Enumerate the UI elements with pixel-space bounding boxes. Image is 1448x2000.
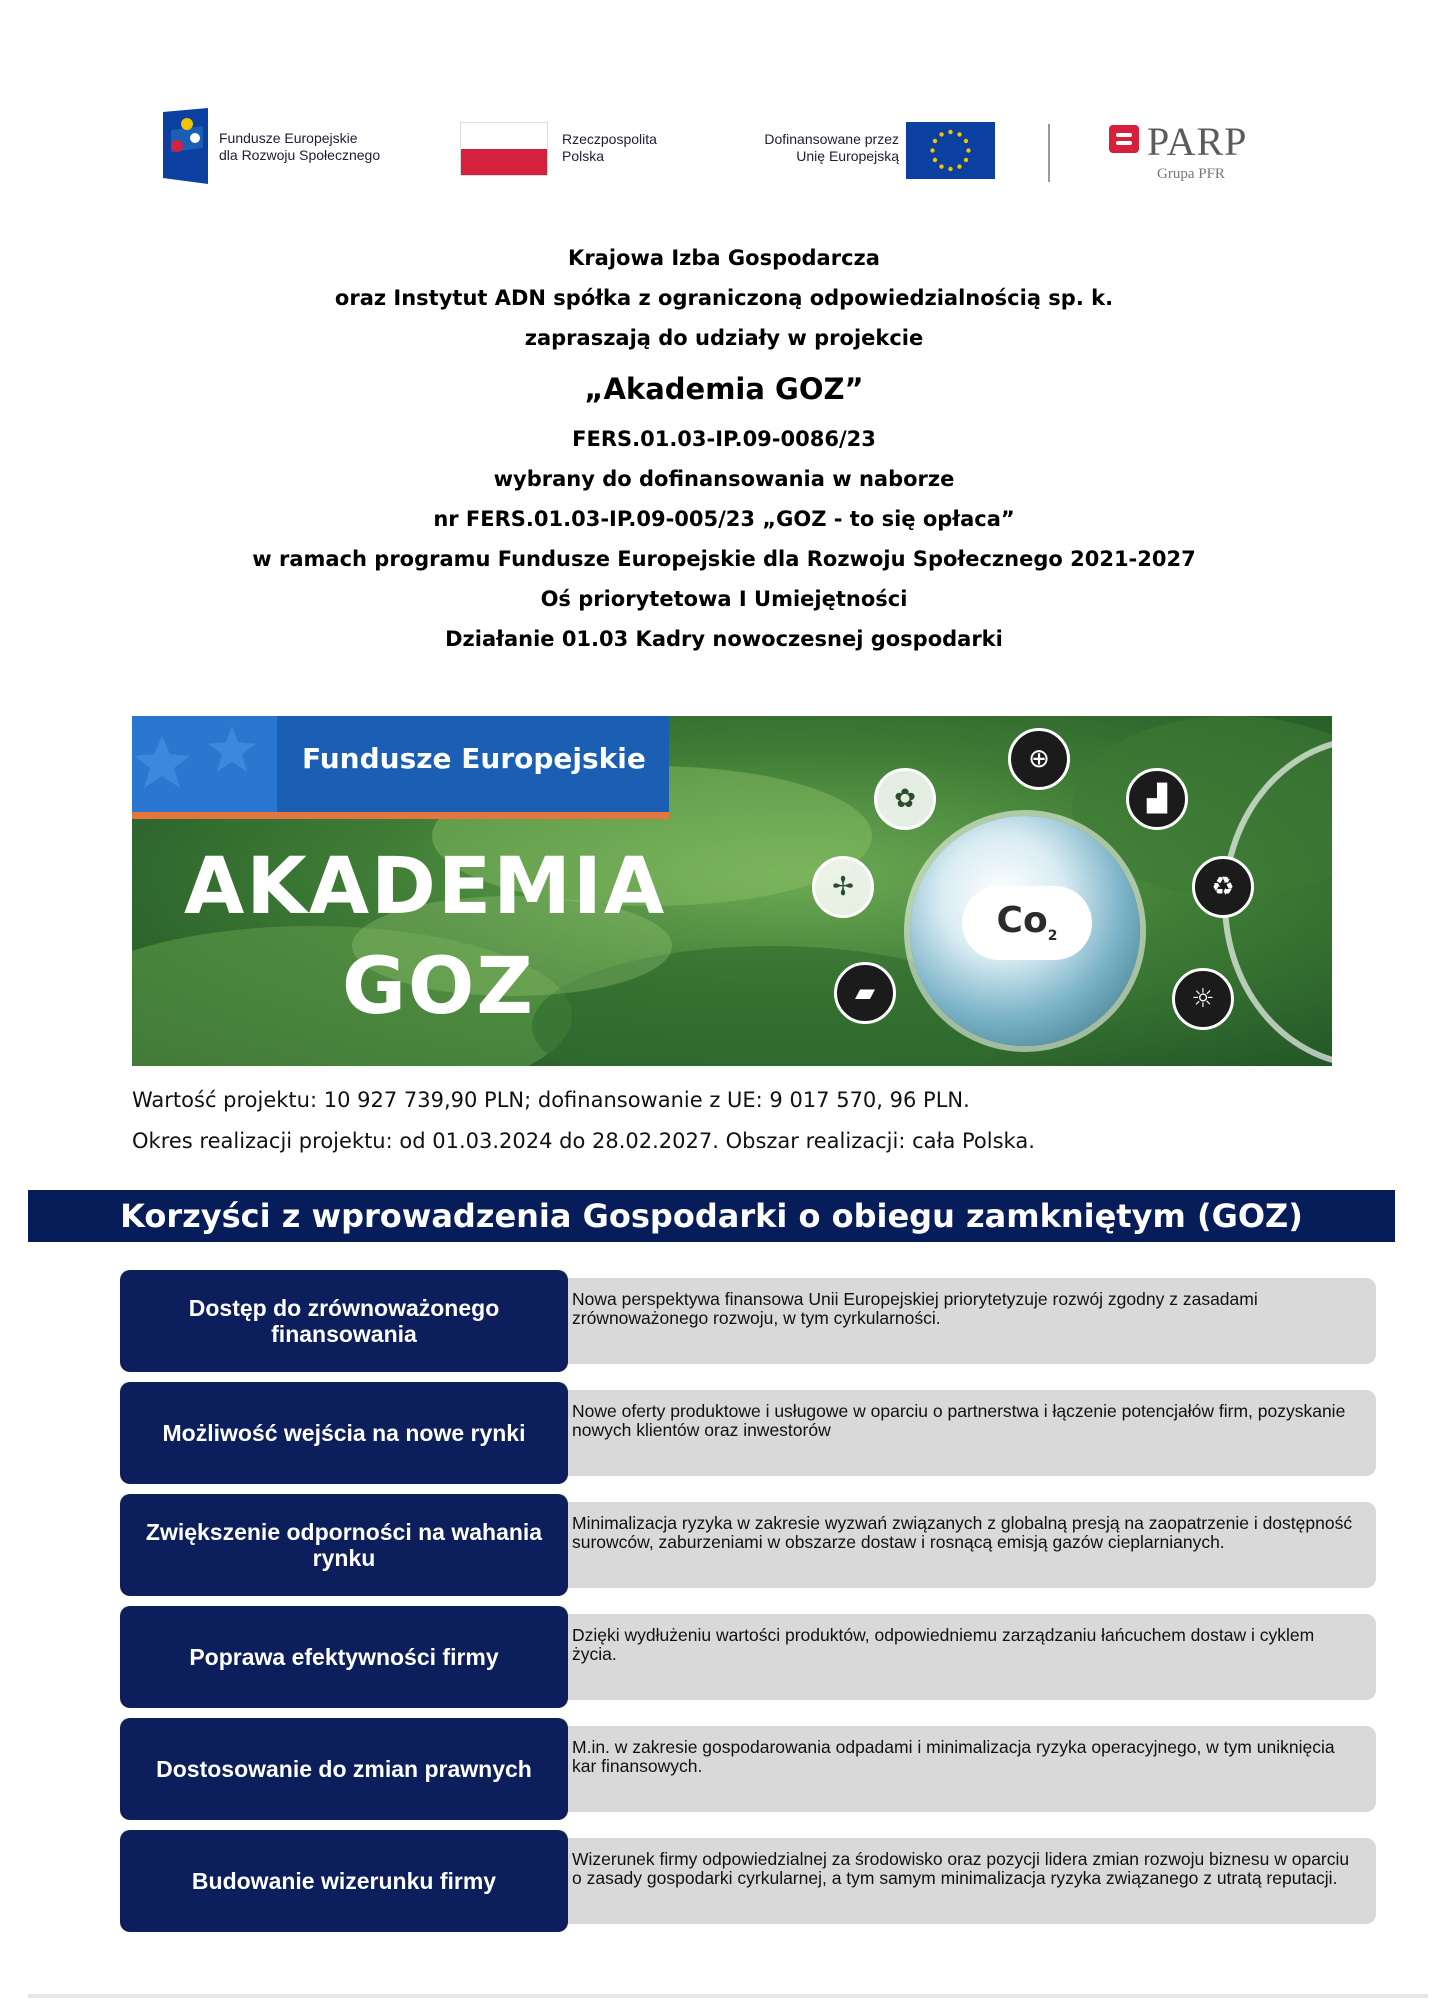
cloud-icon	[962, 886, 1092, 960]
project-number: FERS.01.03-IP.09-0086/23	[572, 427, 876, 451]
call-number: nr FERS.01.03-IP.09-005/23 „GOZ - to się opłaca”	[433, 507, 1015, 531]
invite-line: zapraszają do udziały w projekcie	[524, 326, 924, 350]
benefits-heading: Korzyści z wprowadzenia Gospodarki o obiegu zamkniętym (GOZ)	[28, 1190, 1395, 1242]
eu-logo	[710, 122, 995, 180]
partner-line: oraz Instytut ADN spółka z ograniczoną odpowiedzialnością sp. k.	[334, 286, 1114, 310]
priority-axis: Oś priorytetowa I Umiejętności	[540, 587, 908, 611]
benefit-row	[120, 1830, 1376, 1932]
benefit-title: Możliwość wejścia na nowe rynki	[120, 1382, 568, 1484]
orange-underline	[132, 812, 669, 819]
parp-logo	[1105, 114, 1285, 184]
solar-panel-icon: ☼	[1172, 968, 1234, 1030]
fe-flag-icon	[163, 108, 208, 184]
stars-icon	[132, 716, 277, 812]
parp-subtitle: Grupa PFR	[1157, 166, 1225, 182]
co2-label: $Co_2$	[996, 900, 1058, 945]
globe-icon: ⊕	[1008, 728, 1070, 790]
logo-strip	[0, 108, 1448, 188]
benefit-row	[120, 1270, 1376, 1372]
parp-wordmark: PARP	[1147, 119, 1248, 164]
banner-title-line2: GOZ	[342, 942, 535, 1032]
benefit-description: Nowe oferty produktowe i usługowe w oparciu o partnerstwa i łączenie potencjałów firm, pozyskanie nowych klientów oraz inwestorów	[552, 1390, 1376, 1476]
eu-logo-text: Dofinansowane przez Unię Europejską	[764, 131, 899, 164]
measure-line: Działanie 01.03 Kadry nowoczesnej gospodarki	[445, 627, 1003, 651]
logo-separator	[1048, 124, 1050, 182]
eu-flag-icon	[906, 122, 995, 179]
parp-mark-icon	[1109, 125, 1139, 153]
benefit-row	[120, 1382, 1376, 1484]
benefit-title: Zwiększenie odporności na wahania rynku	[120, 1494, 568, 1596]
selection-line: wybrany do dofinansowania w naborze	[493, 467, 955, 491]
program-line: w ramach programu Fundusze Europejskie dla Rozwoju Społecznego 2021-2027	[252, 547, 1196, 571]
project-info	[132, 1080, 1035, 1162]
recycle-icon: ♻	[1192, 856, 1254, 918]
benefit-description: Minimalizacja ryzyka w zakresie wyzwań związanych z globalną presją na zaopatrzenie i dostępność surowców, zaburzeniami w obszarze dostaw i rosnącą emisją gazów cieplarnianych.	[552, 1502, 1376, 1588]
bottom-rule	[28, 1994, 1428, 1998]
project-period: Okres realizacji projektu: od 01.03.2024 do 28.02.2027. Obszar realizacji: cała Polska.	[132, 1129, 1035, 1153]
rp-logo-text: Rzeczpospolita Polska	[562, 131, 657, 164]
project-value: Wartość projektu: 10 927 739,90 PLN; dofinansowanie z UE: 9 017 570, 96 PLN.	[132, 1088, 970, 1112]
benefit-description: Wizerunek firmy odpowiedzialnej za środowisko oraz pozycji lidera zmian rozwoju biznesu w oparciu o zasady gospodarki cyrkularnej, a tym samym minimalizacja ryzyka związanego z utratą reputacji.	[552, 1838, 1376, 1924]
band-text: Fundusze Europejskie	[302, 742, 646, 775]
plant-hand-icon: ✿	[874, 768, 936, 830]
benefit-title: Poprawa efektywności firmy	[120, 1606, 568, 1708]
fe-logo-text: Fundusze Europejskie dla Rozwoju Społecznego	[219, 130, 381, 163]
benefit-title: Dostosowanie do zmian prawnych	[120, 1718, 568, 1820]
benefit-row	[120, 1606, 1376, 1708]
polish-flag-icon	[460, 122, 548, 176]
wind-turbine-icon: ✢	[812, 856, 874, 918]
benefit-description: Dzięki wydłużeniu wartości produktów, odpowiedniemu zarządzaniu łańcuchem dostaw i cyklem życia.	[552, 1614, 1376, 1700]
benefit-row	[120, 1718, 1376, 1820]
fe-band	[132, 716, 669, 812]
benefit-title: Dostęp do zrównoważonego finansowania	[120, 1270, 568, 1372]
banner-title-line1: AKADEMIA	[184, 842, 667, 932]
fe-logo	[163, 108, 443, 184]
co2-bubble	[910, 816, 1140, 1046]
benefit-row	[120, 1494, 1376, 1596]
project-title: „Akademia GOZ”	[584, 372, 864, 406]
akademia-goz-banner	[132, 716, 1332, 1066]
organizer-line: Krajowa Izba Gospodarcza	[568, 246, 880, 270]
factory-icon: ▟	[1126, 768, 1188, 830]
benefit-title: Budowanie wizerunku firmy	[120, 1830, 568, 1932]
invitation-header	[0, 238, 1448, 659]
benefit-description: Nowa perspektywa finansowa Unii Europejskiej priorytetyzuje rozwój zgodny z zasadami zrównoważonego rozwoju, w tym cyrkularności.	[552, 1278, 1376, 1364]
rp-logo	[460, 122, 700, 178]
benefits-list	[120, 1270, 1376, 1942]
benefit-description: M.in. w zakresie gospodarowania odpadami i minimalizacja ryzyka operacyjnego, w tym uniknięcia kar finansowych.	[552, 1726, 1376, 1812]
electric-car-icon: ▰	[834, 962, 896, 1024]
